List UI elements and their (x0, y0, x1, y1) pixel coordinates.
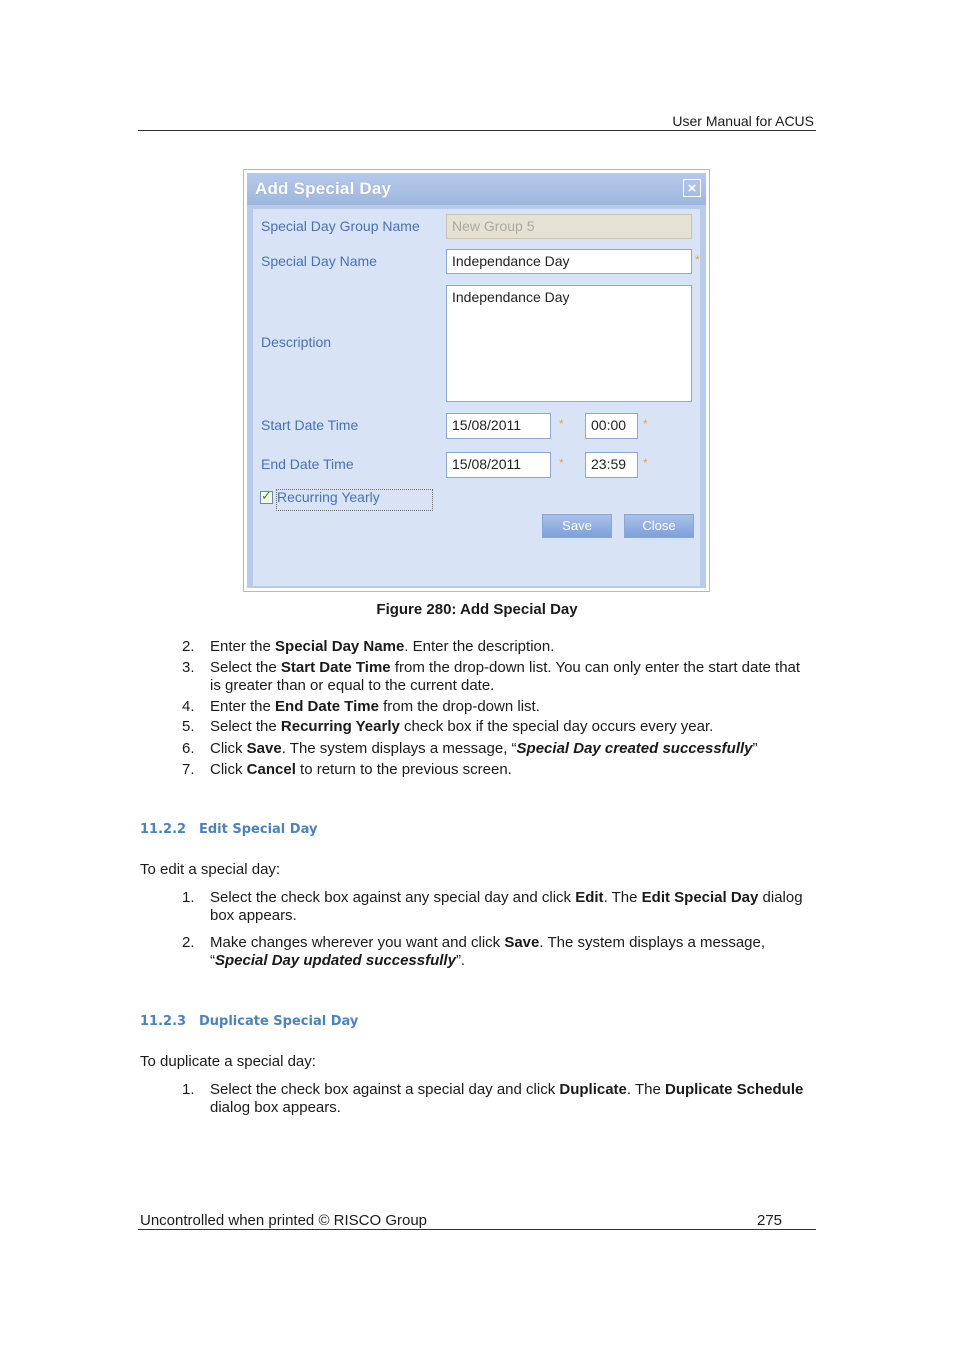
step-text-run: End Date Time (275, 698, 379, 715)
step-text-run: Edit Special Day (641, 889, 759, 906)
step-number: 6. (182, 740, 195, 757)
step-text-run: Duplicate (559, 1081, 627, 1098)
required-marker: * (559, 417, 564, 431)
section-number: 11.2.3 (140, 1014, 187, 1029)
required-marker: * (695, 253, 700, 267)
start-time-input[interactable]: 00:00 (585, 413, 638, 439)
step-text-run: dialog box appears. (210, 1099, 341, 1116)
step-text-run: Duplicate Schedule (664, 1081, 804, 1098)
step-text-run: Select the (210, 718, 281, 735)
step-text-run: Save (504, 934, 540, 951)
section-title-edit: Edit Special Day (199, 822, 318, 837)
step-number: 2. (182, 638, 195, 655)
step-text (210, 889, 810, 925)
step-number: 5. (182, 718, 195, 735)
step-text-run: Enter the (210, 698, 276, 715)
dialog-title: Add Special Day (255, 179, 392, 198)
step-text-run: Select the (210, 659, 281, 676)
step-text (210, 1081, 810, 1117)
running-header: User Manual for ACUS (672, 113, 814, 129)
section-title-duplicate: Duplicate Special Day (199, 1014, 359, 1029)
step-number: 3. (182, 659, 195, 676)
step-text-run: . The (626, 1081, 665, 1098)
step-number: 7. (182, 761, 195, 778)
group-name-input: New Group 5 (446, 214, 692, 239)
step-text-run: Special Day updated successfully (215, 952, 456, 969)
step-text-run: . The system displays a message, “ (281, 740, 517, 757)
step-text-run: Special Day created successfully (516, 740, 753, 757)
step-text (210, 698, 810, 716)
required-marker: * (643, 456, 648, 470)
step-text (210, 638, 810, 656)
step-text (210, 934, 810, 970)
recurring-yearly-checkbox[interactable] (260, 488, 273, 504)
step-text-run: Recurring Yearly (280, 718, 400, 735)
step-text-run: Edit (575, 889, 604, 906)
group-name-label: Special Day Group Name (261, 218, 420, 234)
required-marker: * (643, 417, 648, 431)
page-number: 275 (757, 1212, 783, 1229)
save-button[interactable]: Save (542, 514, 612, 538)
add-special-day-dialog (247, 173, 706, 588)
step-text-run: ”. (455, 952, 466, 969)
step-text-run: Special Day Name (275, 638, 405, 655)
special-day-name-input[interactable]: Independance Day (446, 249, 692, 274)
description-label: Description (261, 334, 332, 350)
step-text-run: Save (246, 740, 282, 757)
step-text (210, 659, 810, 695)
description-textarea[interactable]: Independance Day (446, 285, 692, 402)
start-date-input[interactable]: 15/08/2011 (446, 413, 551, 439)
step-text-run: from the drop-down list. You can only enter the start date that is greater than or equal to the current date. (210, 659, 801, 694)
step-text-run: ” (752, 740, 758, 757)
end-time-input[interactable]: 23:59 (585, 452, 638, 478)
step-text-run: Click (210, 740, 247, 757)
step-text-run: Click (210, 761, 247, 778)
checkmark-icon: ✓ (261, 488, 272, 503)
step-text-run: Enter the (210, 638, 276, 655)
figure-caption: Figure 280: Add Special Day (376, 601, 578, 618)
end-date-time-label: End Date Time (261, 456, 354, 472)
step-text-run: dialog box appears. (210, 889, 803, 924)
step-text (210, 718, 810, 736)
step-number: 1. (182, 889, 195, 906)
close-button[interactable]: Close (624, 514, 694, 538)
step-text-run: Make changes wherever you want and click (210, 934, 505, 951)
footer-copyright: Uncontrolled when printed © RISCO Group (140, 1212, 428, 1229)
step-text-run: Start Date Time (280, 659, 391, 676)
step-text (210, 740, 810, 758)
step-text-run: . The (603, 889, 642, 906)
step-number: 4. (182, 698, 195, 715)
header-rule (138, 130, 816, 131)
required-marker: * (559, 456, 564, 470)
edit-intro: To edit a special day: (140, 861, 281, 878)
step-text-run: Select the check box against a special day and click (210, 1081, 560, 1098)
duplicate-intro: To duplicate a special day: (140, 1053, 316, 1070)
close-icon[interactable]: × (683, 179, 701, 197)
step-text (210, 761, 810, 779)
step-number: 2. (182, 934, 195, 951)
step-text-run: . The system displays a message, “ (210, 934, 766, 969)
step-text-run: check box if the special day occurs every year. (399, 718, 714, 735)
start-date-time-label: Start Date Time (261, 417, 359, 433)
dialog-title-bar (247, 173, 706, 205)
step-text-run: Select the check box against any special day and click (210, 889, 576, 906)
step-text-run: from the drop-down list. (378, 698, 540, 715)
recurring-yearly-label[interactable]: Recurring Yearly (276, 489, 433, 511)
step-text-run: . Enter the description. (404, 638, 555, 655)
step-number: 1. (182, 1081, 195, 1098)
special-day-name-label: Special Day Name (261, 253, 377, 269)
footer-rule (138, 1229, 816, 1230)
end-date-input[interactable]: 15/08/2011 (446, 452, 551, 478)
step-text-run: to return to the previous screen. (295, 761, 512, 778)
section-number: 11.2.2 (140, 822, 187, 837)
step-text-run: Cancel (246, 761, 296, 778)
